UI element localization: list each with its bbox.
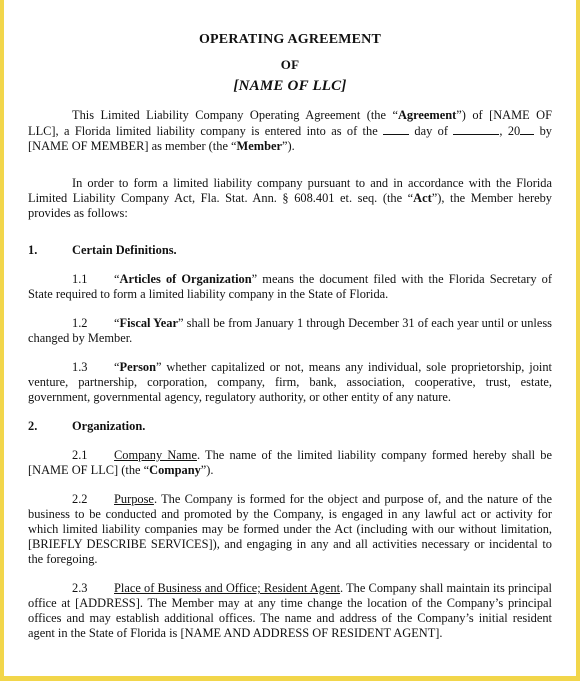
clause-number: 1.2 [72, 316, 88, 330]
defined-term: Person [119, 360, 156, 374]
act-term: Act [413, 191, 432, 205]
clause-heading: Company Name [114, 448, 197, 462]
clause-number: 1.1 [72, 272, 88, 286]
clause-2-1: 2.1 Company Name. The name of the limited liability company formed hereby shall be [NAME OF LLC] (the “Company”). [28, 448, 552, 477]
intro-paragraph: This Limited Liability Company Operating Agreement (the “Agreement”) of [NAME OF LLC], a Florida limited liability company is entered into as of the day of , 20 by [NAME OF MEMBER] as member (the “Member”). [28, 108, 552, 153]
defined-term: Articles of Organization [119, 272, 252, 286]
clause-number: 2.2 [72, 492, 88, 506]
document-body [28, 28, 552, 641]
member-term: Member [236, 139, 282, 153]
clause-number: 2.3 [72, 581, 88, 595]
section-2-title: Organization. [72, 419, 146, 433]
clause-2-2: 2.2 Purpose. The Company is formed for the object and purpose of, and the nature of the business to be conducted and promoted by the Company, is engaged in any lawful act or activity for which limited liability companies may be formed under the Act (including with our without limitation, [BRIEFLY DESCRIBE SERVICES]), and engaging in any and all activities necessary or incidental to the foregoing. [28, 492, 552, 566]
definition-1-1: 1.1 “Articles of Organization” means the document filed with the Florida Secretary of State required to form a limited liability company in the State of Florida. [28, 272, 552, 301]
month-blank [453, 123, 499, 135]
company-term: Company [149, 463, 201, 477]
defined-term: Fiscal Year [119, 316, 178, 330]
definition-1-2: 1.2 “Fiscal Year” shall be from January 1 through December 31 of each year until or unless changed by Member. [28, 316, 552, 345]
section-1-title: Certain Definitions. [72, 243, 177, 257]
clause-number: 1.3 [72, 360, 88, 374]
section-2-number: 2. [28, 419, 38, 433]
purpose-paragraph: In order to form a limited liability company pursuant to and in accordance with the Florida Limited Liability Company Act, Fla. Stat. Ann. § 608.401 et. seq. (the “Act”), the Member hereby provides as follows: [28, 176, 553, 220]
clause-heading: Purpose [114, 492, 154, 506]
document-title-of: OF [280, 57, 300, 72]
day-blank [383, 123, 409, 135]
clause-2-3: 2.3 Place of Business and Office; Resident Agent. The Company shall maintain its principal office at [ADDRESS]. The Member may at any time change the location of the Company’s principal offices and may establish additional offices. The name and address of the Company’s initial resident agent in the State of Florida is [NAME AND ADDRESS OF RESIDENT AGENT]. [28, 581, 552, 640]
document-title: OPERATING AGREEMENT [198, 32, 382, 47]
section-2-heading [28, 419, 552, 434]
section-1-heading [28, 243, 552, 258]
year-blank [520, 123, 534, 135]
clause-heading: Place of Business and Office; Resident Agent [114, 581, 341, 595]
section-1-number: 1. [28, 243, 38, 257]
document-page [4, 0, 576, 676]
llc-name-placeholder: [NAME OF LLC] [233, 78, 347, 94]
definition-1-3: 1.3 “Person” whether capitalized or not, means any individual, sole proprietorship, joint venture, partnership, corporation, company, firm, bank, association, cooperative, trust, estate, government, governmental agency, regulatory authority, or other entity of any nature. [28, 360, 552, 404]
agreement-term: Agreement [397, 108, 457, 122]
clause-number: 2.1 [72, 448, 88, 462]
